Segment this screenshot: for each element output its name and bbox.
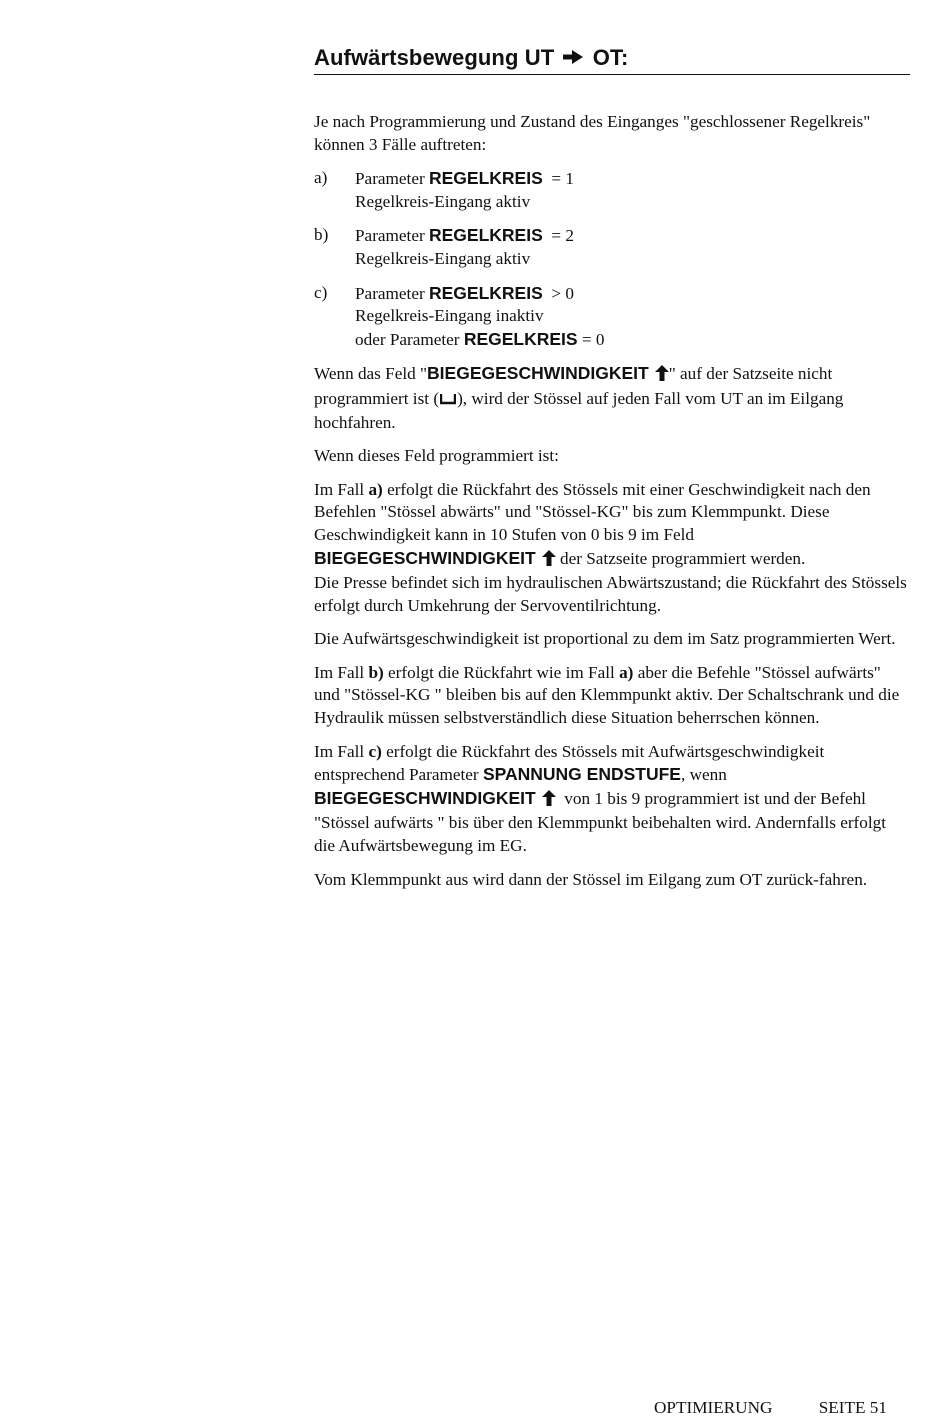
paragraph-proportional: Die Aufwärtsgeschwindigkeit ist proportional zu dem im Satz programmierten Wert.: [314, 629, 896, 649]
field-keyword: BIEGEGESCHWINDIGKEIT: [427, 363, 649, 384]
case-label: c): [314, 282, 328, 302]
paragraph-return: Vom Klemmpunkt aus wird dann der Stössel im Eilgang zum OT zurück-fahren.: [314, 869, 868, 889]
right-arrow-icon: [562, 44, 584, 72]
blank-field-icon: [440, 389, 456, 412]
parameter-keyword: REGELKREIS: [428, 282, 543, 303]
case-a: a) Parameter REGELKREIS = 1 Regelkreis-Eingang aktiv: [314, 167, 910, 213]
section-heading: [314, 44, 910, 75]
parameter-keyword: REGELKREIS: [463, 328, 578, 349]
up-arrow-icon: [542, 550, 556, 573]
field-keyword: BIEGEGESCHWINDIGKEIT: [314, 787, 536, 808]
parameter-keyword: SPANNUNG ENDSTUFE: [482, 764, 681, 785]
page-number: SEITE 51: [818, 1398, 887, 1417]
up-arrow-icon: [542, 790, 556, 813]
paragraph-field-not-programmed: Wenn das Feld "BIEGEGESCHWINDIGKEIT " auf der Satzseite nicht programmiert ist ( ), wird der Stössel auf jeden Fall vom UT an im Eilgang hochfahren.: [314, 363, 844, 432]
footer-section: OPTIMIERUNG: [654, 1398, 773, 1417]
case-label: a): [314, 168, 328, 188]
parameter-keyword: REGELKREIS: [428, 168, 543, 189]
case-c: c) Parameter REGELKREIS > 0 Regelkreis-Eingang inaktiv oder Parameter REGELKREIS = 0: [314, 282, 910, 352]
heading-right: OT:: [592, 45, 629, 70]
case-label: b): [314, 225, 329, 245]
page-footer: [654, 1397, 887, 1419]
heading-left: Aufwärtsbewegung UT: [314, 45, 555, 70]
paragraph-case-b: Im Fall b) erfolgt die Rückfahrt wie im Fall a) aber die Befehle "Stössel aufwärts" und "Stössel-KG " bleiben bis auf den Klemmpunkt aktiv. Der Schaltschrank und die Hydraulik müssen selbstverständlich diese Situation beherrschen können.: [314, 662, 900, 728]
case-b: b) Parameter REGELKREIS = 2 Regelkreis-Eingang aktiv: [314, 224, 910, 270]
up-arrow-icon: [655, 365, 669, 388]
parameter-keyword: REGELKREIS: [428, 225, 543, 246]
intro-paragraph: Je nach Programmierung und Zustand des Einganges "geschlossener Regelkreis" können 3 Fälle auftreten:: [314, 112, 871, 154]
field-keyword: BIEGEGESCHWINDIGKEIT: [314, 547, 536, 568]
paragraph-case-c: Im Fall c) erfolgt die Rückfahrt des Stössels mit Aufwärtsgeschwindigkeit entsprechend Parameter SPANNUNG ENDSTUFE, wenn BIEGEGESCHWINDIGKEIT von 1 bis 9 programmiert ist und der Befehl "Stössel aufwärts " bis über den Klemmpunkt beibehalten wird. Andernfalls erfolgt die Aufwärtsbewegung im EG.: [314, 741, 887, 856]
paragraph-case-a: Im Fall a) erfolgt die Rückfahrt des Stössels mit einer Geschwindigkeit nach den Befehlen "Stössel abwärts" und "Stössel-KG" bis zum Klemmpunkt. Diese Geschwindigkeit kann in 10 Stufen von 0 bis 9 im Feld BIEGEGESCHWINDIGKEIT der Satzseite programmiert werden. Die Presse befindet sich im hydraulischen Abwärtszustand; die Rückfahrt des Stössels erfolgt durch Umkehrung der Servoventilrichtung.: [314, 479, 907, 615]
content-column: [314, 44, 910, 902]
paragraph-field-programmed: Wenn dieses Feld programmiert ist:: [314, 446, 559, 466]
